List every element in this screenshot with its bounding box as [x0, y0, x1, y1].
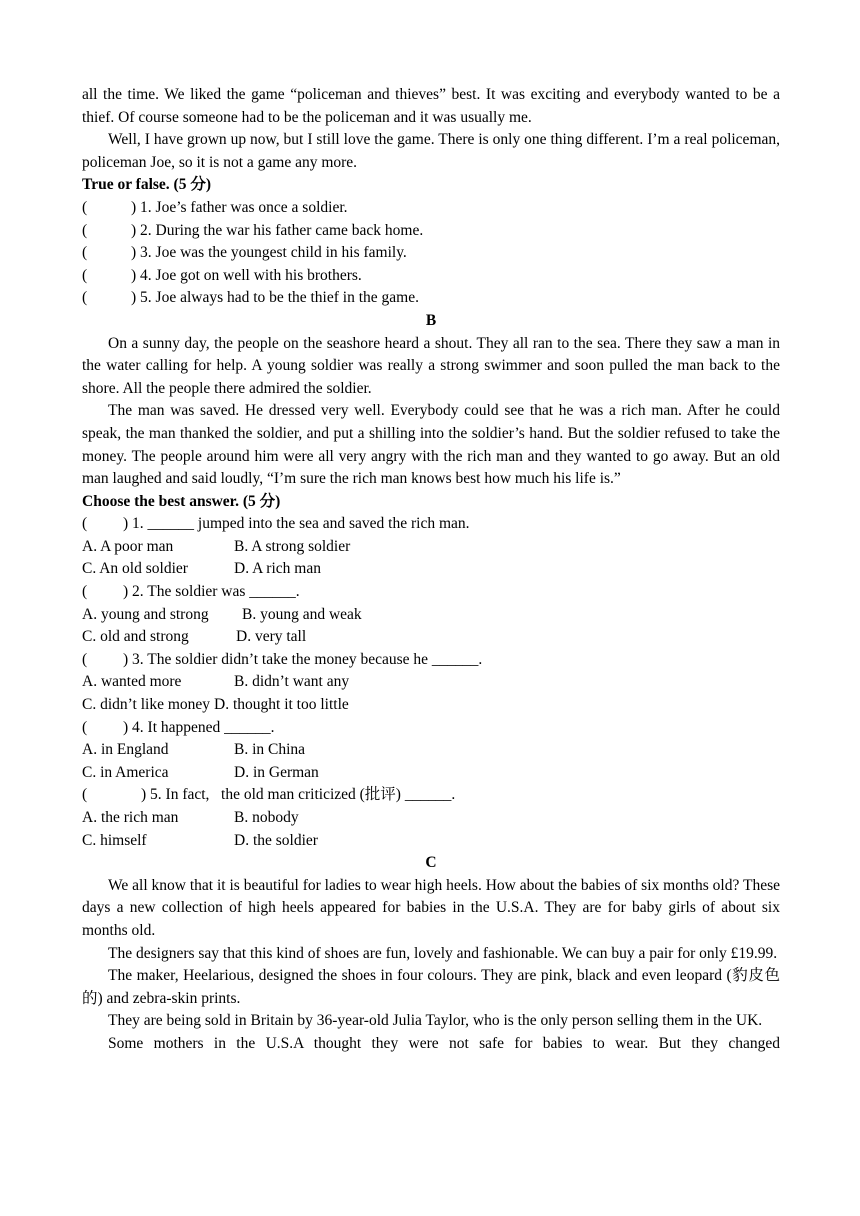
mc-options-row	[82, 604, 780, 627]
tf-item-text: 2. During the war his father came back home.	[140, 221, 424, 239]
passage-a-paragraph: Well, I have grown up now, but I still love the game. There is only one thing different. I’m a real policeman, policeman Joe, so it is not a game any more.	[82, 131, 780, 171]
exam-page	[82, 84, 780, 1056]
mc-question	[82, 513, 780, 581]
mc-stem: ( ) 1. ______ jumped into the sea and saved the rich man.	[82, 515, 470, 533]
mc-question	[82, 581, 780, 649]
tf-item-text: 3. Joe was the youngest child in his family.	[140, 244, 407, 262]
mc-option: B. young and weak	[242, 605, 362, 623]
mc-options-row	[82, 762, 780, 785]
mc-options-row	[82, 558, 780, 581]
passage-c-paragraph: The maker, Heelarious, designed the shoes in four colours. They are pink, black and even leopard (豹皮色的) and zebra-skin prints.	[82, 967, 780, 1007]
passage-b-paragraph: On a sunny day, the people on the seashore heard a shout. They all ran to the sea. There they saw a man in the water calling for help. A young soldier was really a strong swimmer and soon pulled the man back to the shore. All the people there admired the soldier.	[82, 334, 780, 397]
passage-b-paragraph: The man was saved. He dressed very well. Everybody could see that he was a rich man. After he could speak, the man thanked the soldier, and put a shilling into the soldier’s hand. But the soldier refused to take the money. The people around him were all very angry with the rich man and they wanted to go away. But an old man laughed and said loudly, “I’m sure the rich man knows best how much his life is.”	[82, 402, 780, 488]
tf-item-text: 5. Joe always had to be the thief in the game.	[140, 289, 419, 307]
mc-question	[82, 717, 780, 785]
mc-options-row	[82, 536, 780, 559]
mc-option: C. himself	[82, 831, 147, 849]
mc-options-row	[82, 807, 780, 830]
tf-list	[82, 197, 780, 310]
mc-option: C. didn’t like money	[82, 696, 211, 714]
mc-question	[82, 784, 780, 852]
passage-c-paragraph: They are being sold in Britain by 36-year-old Julia Taylor, who is the only person selling them in the UK.	[108, 1012, 763, 1030]
mc-option: B. A strong soldier	[234, 537, 351, 555]
mc-option: C. An old soldier	[82, 560, 188, 578]
mc-option: D. the soldier	[234, 831, 318, 849]
mc-options-row	[82, 739, 780, 762]
mc-stem: ( ) 4. It happened ______.	[82, 718, 275, 736]
passage-c-paragraph: We all know that it is beautiful for ladies to wear high heels. How about the babies of six months old? These days a new collection of high heels appeared for babies in the U.S.A. They are for baby girls of about six months old.	[82, 876, 780, 939]
tf-item-text: 4. Joe got on well with his brothers.	[140, 266, 362, 284]
section-c-letter: C	[425, 854, 437, 872]
tf-item: ( ) 2. During the war his father came back home.	[82, 220, 780, 243]
mc-option: A. in England	[82, 741, 169, 759]
mc-option: D. A rich man	[234, 560, 321, 578]
mc-option: A. A poor man	[82, 537, 174, 555]
tf-item: ( ) 1. Joe’s father was once a soldier.	[82, 197, 780, 220]
mc-options-row	[82, 694, 780, 717]
mc-option: B. in China	[234, 741, 306, 759]
mc-option: A. the rich man	[82, 809, 179, 826]
tf-heading: True or false. (5 分)	[82, 176, 211, 194]
passage-c-paragraph: The designers say that this kind of shoes are fun, lovely and fashionable. We can buy a pair for only £19.99.	[108, 944, 778, 962]
mc-option: A. young and strong	[82, 605, 209, 623]
mc-option: D. in German	[234, 763, 319, 781]
mc-options-row	[82, 626, 780, 649]
mc-option: A. wanted more	[82, 673, 182, 691]
mc-option: D. thought it too little	[214, 696, 349, 714]
tf-item: ( ) 4. Joe got on well with his brothers.	[82, 265, 780, 288]
passage-a-paragraph: all the time. We liked the game “policeman and thieves” best. It was exciting and everybody wanted to be a thief. Of course someone had to be the policeman and it was usually me.	[82, 86, 780, 126]
passage-c-paragraph: Some mothers in the U.S.A thought they were not safe for babies to wear. But they changed	[108, 1034, 780, 1052]
mc-option: B. didn’t want any	[234, 673, 350, 691]
section-b-letter: B	[425, 311, 437, 329]
mc-stem: ( ) 3. The soldier didn’t take the money because he ______.	[82, 650, 483, 668]
mc-question	[82, 649, 780, 717]
mc-stem: ( ) 5. In fact, the old man criticized (批评) ______.	[82, 786, 456, 804]
mc-option: B. nobody	[234, 809, 299, 826]
tf-item: ( ) 5. Joe always had to be the thief in the game.	[82, 287, 780, 310]
tf-item: ( ) 3. Joe was the youngest child in his family.	[82, 242, 780, 265]
mc-options-row	[82, 671, 780, 694]
mc-options-row	[82, 830, 780, 853]
mc-option: C. old and strong	[82, 628, 189, 646]
tf-item-text: 1. Joe’s father was once a soldier.	[140, 198, 348, 216]
mc-stem: ( ) 2. The soldier was ______.	[82, 583, 300, 601]
mc-option: D. very tall	[236, 628, 307, 646]
mc-heading: Choose the best answer. (5 分)	[82, 492, 281, 510]
mc-option: C. in America	[82, 763, 169, 781]
